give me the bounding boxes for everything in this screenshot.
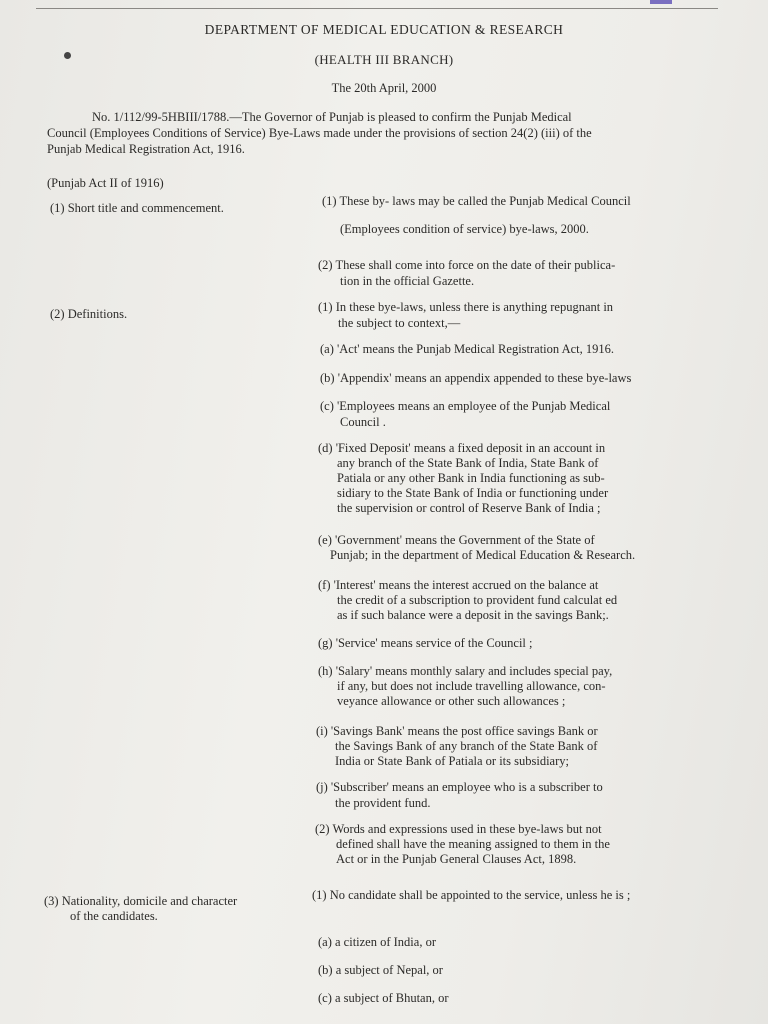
section-2-item-1: (1) In these bye-laws, unless there is anything repugnant in (318, 300, 614, 314)
section-2-item-2-cont-2: Act or in the Punjab General Clauses Act, 1898. (336, 852, 577, 866)
definition-f: (f) 'Interest' means the interest accrued on the balance at (318, 578, 599, 592)
notification-line-1 (92, 110, 572, 125)
corner-ink-mark (650, 0, 672, 4)
definition-b: (b) 'Appendix' means an appendix appended to these bye-laws (320, 371, 632, 385)
section-3-item-1: (1) No candidate shall be appointed to the service, unless he is ; (312, 888, 631, 902)
definition-d-cont-4: the supervision or control of Reserve Bank of India ; (337, 501, 601, 515)
section-3-item-c: (c) a subject of Bhutan, or (318, 991, 449, 1005)
section-3-item-b: (b) a subject of Nepal, or (318, 963, 443, 977)
notification-line-1-text: —The Governor of Punjab is pleased to confirm the Punjab Medical (229, 110, 572, 124)
definition-f-cont-1: the credit of a subscription to provident fund calculat ed (337, 593, 618, 607)
definition-h-cont-1: if any, but does not include travelling allowance, con- (337, 679, 606, 693)
definition-j: (j) 'Subscriber' means an employee who is a subscriber to (316, 780, 603, 794)
section-2-item-2-cont-1: defined shall have the meaning assigned to them in the (336, 837, 610, 851)
definition-e-cont: Punjab; in the department of Medical Education & Research. (330, 548, 636, 562)
definition-i-cont-2: India or State Bank of Patiala or its subsidiary; (335, 754, 569, 768)
definition-h-cont-2: veyance allowance or other such allowances ; (337, 694, 566, 708)
section-2-item-1-cont: the subject to context,— (338, 316, 461, 330)
definition-i-cont-1: the Savings Bank of any branch of the State Bank of (335, 739, 598, 753)
section-3-heading: (3) Nationality, domicile and character (44, 894, 238, 908)
definition-g: (g) 'Service' means service of the Council ; (318, 636, 533, 650)
definition-a: (a) 'Act' means the Punjab Medical Registration Act, 1916. (320, 342, 615, 356)
section-2-heading: (2) Definitions. (50, 307, 128, 321)
definition-d: (d) 'Fixed Deposit' means a fixed deposit in an account in (318, 441, 606, 455)
section-2-item-2: (2) Words and expressions used in these bye-laws but not (315, 822, 602, 836)
notification-number: No. 1/112/99-5HBIII/1788. (92, 110, 230, 124)
definition-d-cont-1: any branch of the State Bank of India, State Bank of (337, 456, 599, 470)
section-1-heading: (1) Short title and commencement. (50, 201, 224, 215)
section-1-item-2: (2) These shall come into force on the date of their publica- (318, 258, 616, 272)
definition-i: (i) 'Savings Bank' means the post office savings Bank or (316, 724, 598, 738)
department-heading: DEPARTMENT OF MEDICAL EDUCATION & RESEARCH (204, 22, 564, 37)
definition-c-cont: Council . (340, 415, 386, 429)
top-rule (36, 8, 718, 9)
notification-line-3: Punjab Medical Registration Act, 1916. (47, 142, 245, 156)
notification-line-2: Council (Employees Conditions of Service) Bye-Laws made under the provisions of section 24(2) (iii) of the (47, 126, 592, 140)
section-1-item-1: (1) These by- laws may be called the Punjab Medical Council (322, 194, 631, 208)
definition-h: (h) 'Salary' means monthly salary and includes special pay, (318, 664, 613, 678)
definition-e: (e) 'Government' means the Government of the State of (318, 533, 595, 547)
definition-c: (c) 'Employees means an employee of the Punjab Medical (320, 399, 611, 413)
section-1-item-1-cont: (Employees condition of service) bye-laws, 2000. (340, 222, 589, 236)
notification-date: The 20th April, 2000 (331, 81, 437, 95)
section-3-heading-cont: of the candidates. (70, 909, 158, 923)
act-reference: (Punjab Act II of 1916) (47, 176, 164, 190)
definition-d-cont-2: Patiala or any other Bank in India functioning as sub- (337, 471, 605, 485)
section-3-item-a: (a) a citizen of India, or (318, 935, 436, 949)
definition-j-cont: the provident fund. (335, 796, 431, 810)
definition-d-cont-3: sidiary to the State Bank of India or functioning under (337, 486, 609, 500)
definition-f-cont-2: as if such balance were a deposit in the savings Bank;. (337, 608, 609, 622)
branch-heading: (HEALTH III BRANCH) (314, 52, 454, 67)
section-1-item-2-cont: tion in the official Gazette. (340, 274, 475, 288)
